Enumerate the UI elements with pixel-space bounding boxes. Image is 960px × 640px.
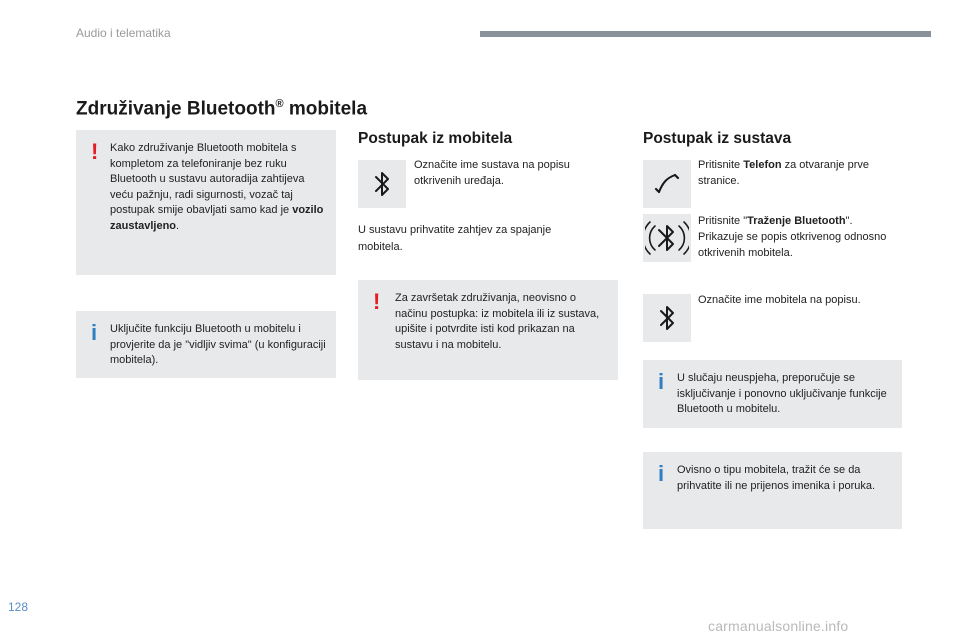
warning-text-end: .: [176, 219, 180, 232]
system-procedure-title: Postupak iz sustava: [643, 130, 792, 147]
warning-text-code: Za završetak združivanja, neovisno o načinu postupka: iz mobitela ili iz sustava, upišite i potvrdite isti kod prikazan na sustavu i na mobitelu.: [395, 292, 600, 351]
system-step-press-phone: [698, 157, 898, 189]
warning-icon: !: [91, 139, 99, 164]
bluetooth-search-icon-box: [643, 214, 691, 262]
registered-mark: ®: [275, 98, 284, 110]
warning-box-safety: [76, 130, 336, 275]
warning-icon: !: [373, 289, 381, 314]
warning-box-code: [358, 280, 618, 380]
phone-icon-box: [643, 160, 691, 208]
warning-bold-text: vozilo zaustavljeno: [110, 204, 324, 232]
section-header: Audio i telematika: [76, 26, 171, 40]
phone-step-select-system: Označite ime sustava na popisu otkrivenih uređaja.: [414, 159, 570, 187]
bluetooth-icon: [654, 301, 680, 335]
phone-icon: [653, 170, 681, 198]
info-box-failure: [643, 360, 902, 428]
system-step-select-phone: Označite ime mobitela na popisu.: [698, 294, 861, 306]
info-text-failure: U slučaju neuspjeha, preporučuje se isključivanje i ponovno uključivanje funkcije Bluetooth u mobitelu.: [677, 372, 887, 415]
warning-text-part: Kako združivanje Bluetooth mobitela s kompletom za telefoniranje bez ruku Bluetooth u sustavu autoradija zahtijeva veću pažnju, radi sigurnosti, vozač taj postupak smije obavljati samo kad je: [110, 142, 305, 216]
step-text-end: za otvaranje prve stranice.: [698, 159, 869, 187]
phone-label: Telefon: [743, 159, 782, 171]
page-title: [76, 98, 367, 120]
title-main: Združivanje Bluetooth: [76, 98, 276, 120]
header-bar: [480, 31, 931, 37]
phone-accept-request-text: U sustavu prihvatite zahtjev za spajanje mobitela.: [358, 224, 552, 253]
bluetooth-search-label: Traženje Bluetooth: [747, 215, 846, 227]
bluetooth-search-icon: [645, 218, 689, 258]
bluetooth-icon-box: [358, 160, 406, 208]
system-step-bluetooth-search: [698, 213, 898, 261]
bluetooth-icon-box: [643, 294, 691, 342]
info-box-enable-bluetooth: [76, 311, 336, 378]
step-text-end: ". Prikazuje se popis otkrivenog odnosno otkrivenih mobitela.: [698, 215, 887, 259]
info-icon: i: [658, 369, 665, 394]
step-text-part: Pritisnite: [698, 159, 744, 171]
warning-text-safety: [110, 141, 328, 234]
step-text-part: Pritisnite ": [698, 215, 748, 227]
phone-procedure-title: Postupak iz mobitela: [358, 130, 513, 147]
info-icon: i: [658, 461, 665, 486]
info-box-phonebook: [643, 452, 902, 529]
bluetooth-icon: [369, 167, 395, 201]
watermark: carmanualsonline.info: [708, 618, 849, 634]
page-number: 128: [8, 600, 29, 614]
info-icon: i: [91, 320, 98, 345]
title-suffix: mobitela: [283, 98, 368, 120]
info-text-phonebook: Ovisno o tipu mobitela, tražit će se da prihvatite ili ne prijenos imenika i poruka.: [677, 464, 876, 492]
info-text-enable-bluetooth: Uključite funkciju Bluetooth u mobitelu i provjerite da je "vidljiv svima" (u konfiguraciji mobitela).: [110, 323, 326, 366]
